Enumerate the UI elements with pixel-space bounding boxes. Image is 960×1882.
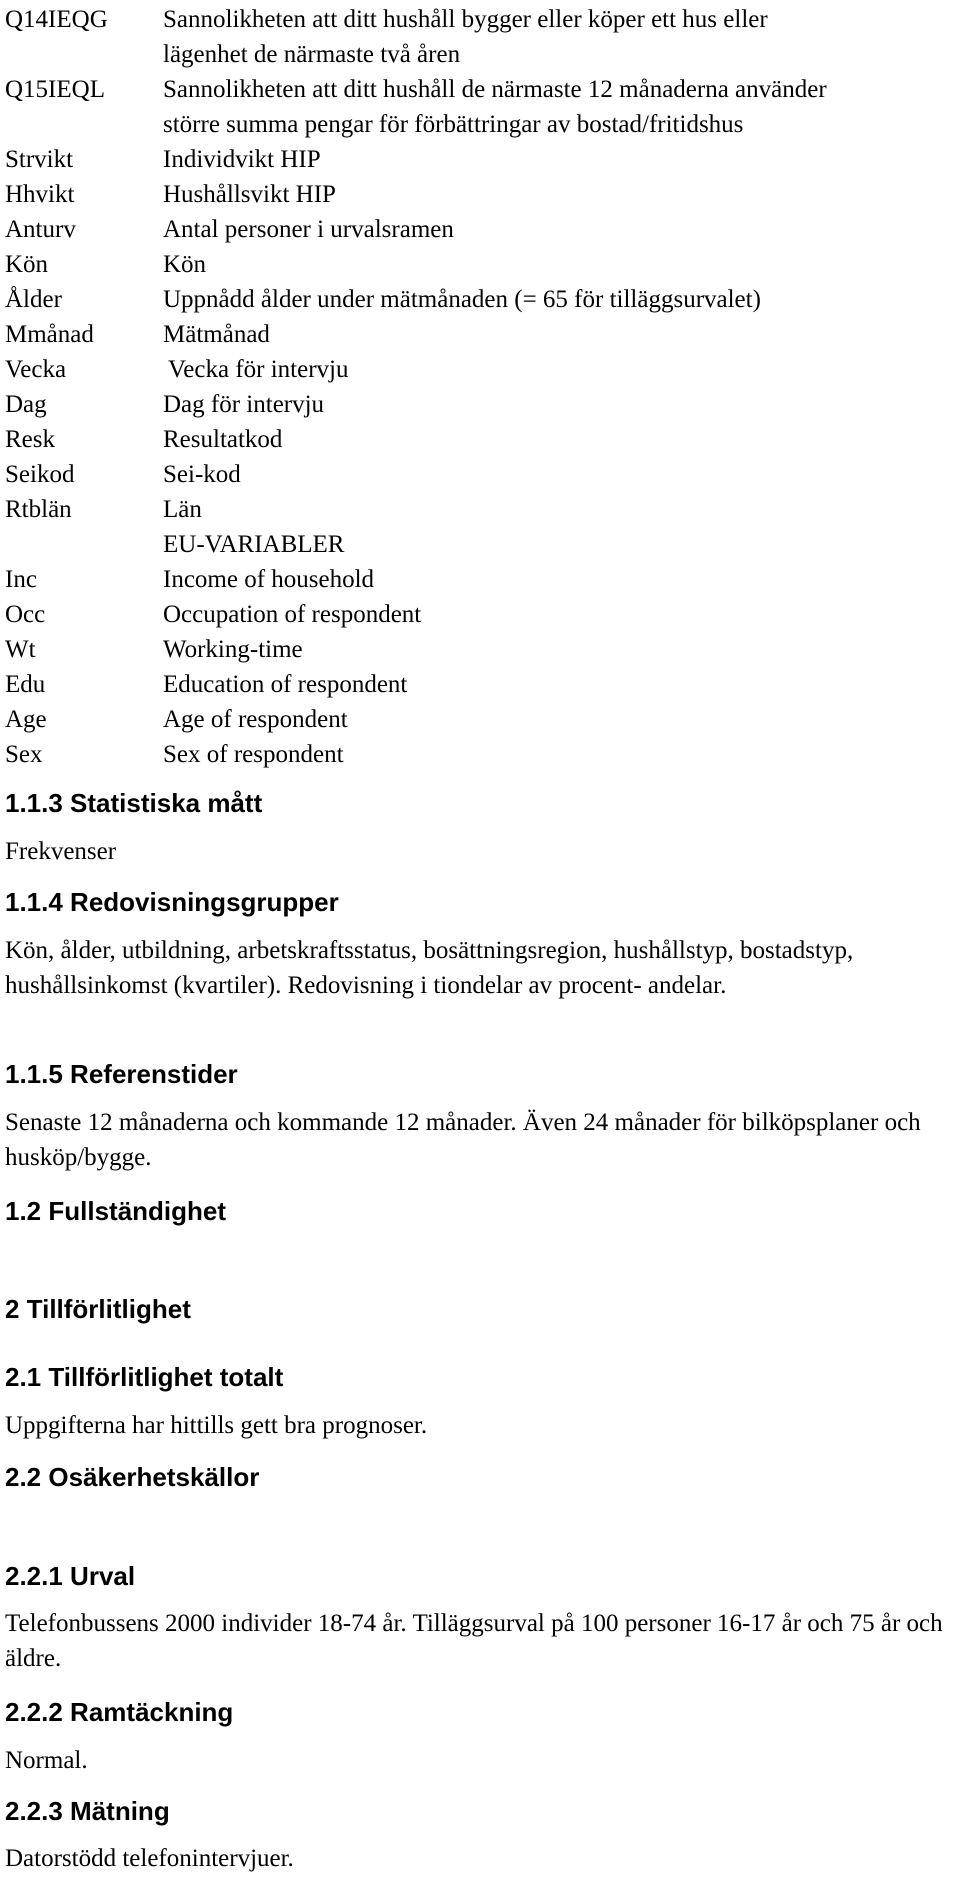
variable-description: Education of respondent <box>163 671 408 698</box>
variable-row <box>5 142 955 177</box>
variable-code: Edu <box>5 671 46 698</box>
section-heading: 2.2.1 Urval <box>5 1561 136 1591</box>
variable-code: Hhvikt <box>5 181 75 208</box>
section-text: Uppgifterna har hittills gett bra prognoser. <box>5 1412 428 1439</box>
variable-code: Ålder <box>5 286 62 313</box>
variable-code: Dag <box>5 391 47 418</box>
section-heading: 2.2 Osäkerhetskällor <box>5 1462 260 1492</box>
section-text: Telefonbussens 2000 individer 18-74 år. Tilläggsurval på 100 personer 16-17 år och 75 år och äldre. <box>5 1610 943 1672</box>
section-heading: 1.1.3 Statistiska mått <box>5 788 263 818</box>
variable-row <box>5 2 955 72</box>
variable-code: Q15IEQL <box>5 76 105 103</box>
variable-description: Kön <box>163 251 207 278</box>
chapter-heading: 2 Tillförlitlighet <box>5 1294 191 1324</box>
variable-description-line: lägenhet de närmaste två åren <box>163 41 461 68</box>
section-heading: 2.2.3 Mätning <box>5 1796 170 1826</box>
variable-row <box>5 457 955 492</box>
variable-row <box>5 422 955 457</box>
variable-description: Uppnådd ålder under mätmånaden (= 65 för tilläggsurvalet) <box>163 286 761 313</box>
variable-code: Occ <box>5 601 46 628</box>
variable-row <box>5 492 955 527</box>
variable-description-line: större summa pengar för förbättringar av bostad/fritidshus <box>163 111 744 138</box>
variable-description-line: Sannolikheten att ditt hushåll de närmaste 12 månaderna använder <box>163 76 827 103</box>
variable-description: Occupation of respondent <box>163 601 422 628</box>
variable-row <box>5 562 955 597</box>
section-heading: 1.1.5 Referenstider <box>5 1059 238 1089</box>
section-text: Normal. <box>5 1747 88 1774</box>
variable-code: Sex <box>5 741 43 768</box>
variable-code: Anturv <box>5 216 76 243</box>
variable-description: Individvikt HIP <box>163 146 321 173</box>
variable-row <box>5 667 955 702</box>
variable-code: Q14IEQG <box>5 6 108 33</box>
variable-code: Inc <box>5 566 37 593</box>
variable-group-label: EU-VARIABLER <box>163 531 345 558</box>
variable-row <box>5 282 955 317</box>
variable-code: Seikod <box>5 461 75 488</box>
variable-row <box>5 632 955 667</box>
variable-description: Sex of respondent <box>163 741 344 768</box>
variable-description: Sei-kod <box>163 461 241 488</box>
variable-description: Income of household <box>163 566 375 593</box>
section-text: Senaste 12 månaderna och kommande 12 månader. Även 24 månader för bilköpsplaner och husköp/bygge. <box>5 1109 921 1171</box>
variable-description: Hushållsvikt HIP <box>163 181 336 208</box>
variable-description: Antal personer i urvalsramen <box>163 216 454 243</box>
variable-description <box>163 2 955 72</box>
variable-row <box>5 702 955 737</box>
variable-description: Dag för intervju <box>163 391 325 418</box>
section-text: Frekvenser <box>5 838 117 865</box>
variable-row <box>5 597 955 632</box>
section-heading: 2.1 Tillförlitlighet totalt <box>5 1362 284 1392</box>
variable-description: Age of respondent <box>163 706 348 733</box>
variable-code <box>5 527 163 562</box>
variable-row <box>5 72 955 142</box>
section-heading: 1.1.4 Redovisningsgrupper <box>5 887 339 917</box>
variable-code: Mmånad <box>5 321 94 348</box>
variable-row <box>5 317 955 352</box>
variable-row <box>5 212 955 247</box>
variable-description-line: Sannolikheten att ditt hushåll bygger eller köper ett hus eller <box>163 6 768 33</box>
variable-row <box>5 177 955 212</box>
variable-description: Resultatkod <box>163 426 283 453</box>
variable-description: Working-time <box>163 636 303 663</box>
variable-group-row <box>5 527 955 562</box>
variable-description <box>163 72 955 142</box>
variable-code: Age <box>5 706 47 733</box>
variable-code: Resk <box>5 426 55 453</box>
variable-code: Rtblän <box>5 496 72 523</box>
variable-row <box>5 247 955 282</box>
variable-description: Mätmånad <box>163 321 270 348</box>
variable-row <box>5 737 955 772</box>
variable-row <box>5 387 955 422</box>
variable-row <box>5 352 955 387</box>
variable-code: Vecka <box>5 356 67 383</box>
section-text: Datorstödd telefonintervjuer. <box>5 1845 294 1872</box>
section-text: Kön, ålder, utbildning, arbetskraftsstatus, bosättningsregion, hushållstyp, bostadstyp, hushållsinkomst (kvartiler). Redovisning i tiondelar av procent- andelar. <box>5 937 854 999</box>
variable-table <box>5 2 955 772</box>
section-heading: 1.2 Fullständighet <box>5 1196 227 1226</box>
variable-code: Strvikt <box>5 146 74 173</box>
section-heading: 2.2.2 Ramtäckning <box>5 1697 234 1727</box>
variable-code: Wt <box>5 636 36 663</box>
variable-description: Län <box>163 496 202 523</box>
variable-code: Kön <box>5 251 49 278</box>
variable-description: Vecka för intervju <box>168 356 349 383</box>
